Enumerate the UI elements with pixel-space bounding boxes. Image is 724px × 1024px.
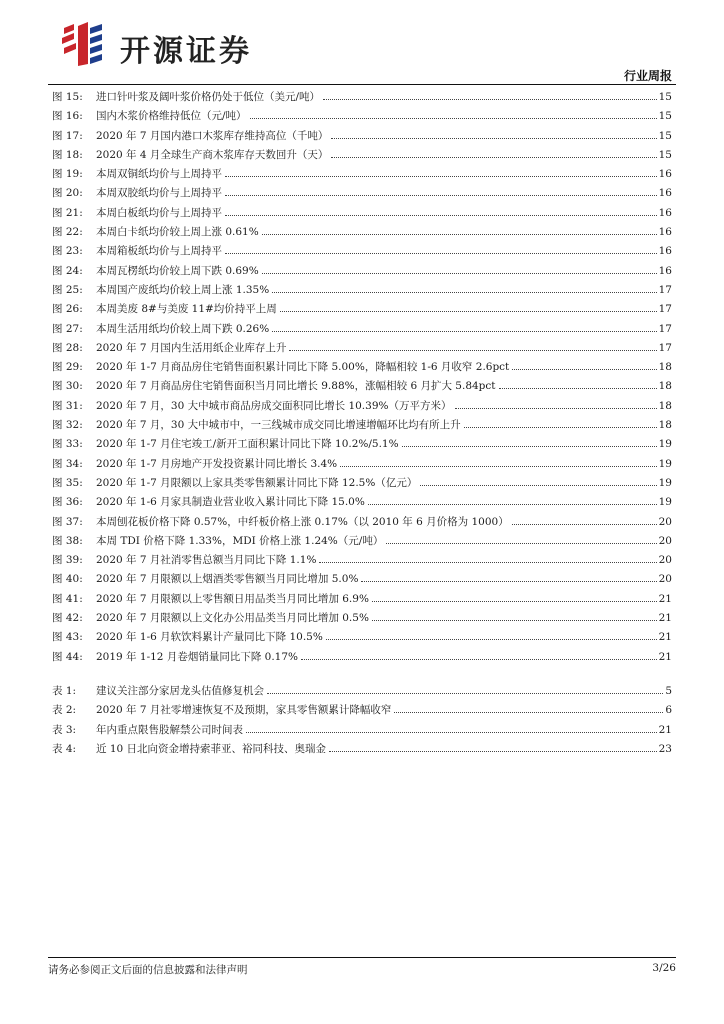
entry-title: 建议关注部分家居龙头估值修复机会	[96, 685, 264, 697]
dot-leader	[386, 543, 656, 544]
dot-leader	[262, 273, 657, 274]
dot-leader	[368, 504, 657, 505]
figure-index-row[interactable]	[52, 378, 672, 397]
dot-leader	[329, 751, 657, 752]
dot-leader	[340, 466, 656, 467]
company-name: 开源证券	[120, 34, 252, 69]
entry-number: 图 36:	[52, 496, 83, 509]
figure-index-row[interactable]	[52, 243, 672, 262]
entry-page: 19	[658, 496, 672, 509]
entry-title: 近 10 日北向资金增持索菲亚、裕同科技、奥瑞金	[96, 742, 327, 755]
dot-leader	[280, 311, 657, 312]
entry-number: 图 29:	[52, 361, 83, 374]
dot-leader	[225, 215, 657, 216]
entry-page: 16	[658, 264, 672, 277]
entry-page: 21	[658, 723, 672, 736]
entry-number: 图 44:	[52, 650, 83, 663]
entry-title: 2020 年 7 月社消零售总额当月同比下降 1.1%	[96, 554, 317, 567]
figure-index-row[interactable]	[52, 359, 672, 378]
dot-leader	[372, 601, 657, 602]
entry-number: 图 17:	[52, 129, 83, 142]
figure-index-row[interactable]	[52, 417, 672, 436]
entry-number: 图 22:	[52, 226, 83, 239]
figure-index-row[interactable]	[52, 128, 672, 147]
entry-number: 图 24:	[52, 264, 83, 277]
header-divider	[48, 84, 676, 85]
figure-index-row[interactable]	[52, 552, 672, 571]
entry-page: 21	[658, 592, 672, 605]
entry-title: 本周白卡纸均价较上周上涨 0.61%	[96, 226, 259, 239]
figure-index-row[interactable]	[52, 108, 672, 127]
entry-page: 18	[658, 399, 672, 412]
figure-index-row[interactable]	[52, 436, 672, 455]
page-number: 3/26	[652, 962, 676, 974]
figure-index-row[interactable]	[52, 340, 672, 359]
entry-title: 本周美废 8#与美废 11#均价持平上周	[96, 303, 277, 316]
company-logo	[58, 20, 318, 70]
entry-title: 2020 年 1-7 月商品房住宅销售面积累计同比下降 5.00%，降幅相较 1-6 月收窄 2.6pct	[96, 361, 510, 374]
figure-index-row[interactable]	[52, 475, 672, 494]
figure-index-row[interactable]	[52, 185, 672, 204]
entry-number: 图 19:	[52, 168, 83, 181]
dot-leader	[361, 581, 656, 582]
entry-page: 17	[658, 303, 672, 316]
entry-title: 国内木浆价格维持低位（元/吨）	[96, 110, 247, 123]
entry-page: 17	[658, 322, 672, 335]
entry-page: 6	[665, 704, 672, 717]
entry-page: 15	[658, 148, 672, 161]
figure-index-row[interactable]	[52, 205, 672, 224]
entry-number: 图 28:	[52, 341, 83, 354]
entry-number: 图 34:	[52, 457, 83, 470]
dot-leader	[267, 693, 663, 694]
entry-number: 图 25:	[52, 283, 83, 296]
entry-page: 20	[658, 534, 672, 547]
entry-page: 17	[658, 341, 672, 354]
entry-page: 20	[658, 573, 672, 586]
entry-page: 21	[658, 612, 672, 625]
entry-number: 表 1:	[52, 685, 77, 697]
entry-number: 图 15:	[52, 91, 83, 103]
entry-title: 进口针叶浆及阔叶浆价格仍处于低位（美元/吨）	[96, 91, 321, 103]
entry-number: 图 30:	[52, 380, 83, 393]
entry-number: 图 43:	[52, 631, 83, 644]
figure-index-row[interactable]	[52, 649, 672, 668]
figure-index-list	[52, 89, 672, 668]
entry-title: 2020 年 7 月社零增速恢复不及预期，家具零售额累计降幅收窄	[96, 704, 392, 717]
entry-number: 图 35:	[52, 476, 83, 489]
entry-title: 2020 年 7 月限额以上零售额日用品类当月同比增加 6.9%	[96, 592, 369, 605]
entry-title: 2020 年 7 月商品房住宅销售面积当月同比增长 9.88%，涨幅相较 6 月扩大 5.84pct	[96, 380, 496, 393]
entry-title: 本周白板纸均价与上周持平	[96, 206, 222, 219]
entry-page: 16	[658, 187, 672, 200]
entry-page: 15	[658, 91, 672, 103]
entry-number: 表 2:	[52, 704, 77, 717]
entry-page: 16	[658, 245, 672, 258]
entry-number: 图 21:	[52, 206, 83, 219]
dot-leader	[331, 157, 656, 158]
entry-page: 17	[658, 283, 672, 296]
dot-leader	[323, 99, 657, 100]
figure-index-row[interactable]	[52, 591, 672, 610]
entry-number: 图 40:	[52, 573, 83, 586]
entry-page: 15	[658, 129, 672, 142]
entry-number: 图 38:	[52, 534, 83, 547]
entry-title: 2020 年 1-6 月家具制造业营业收入累计同比下降 15.0%	[96, 496, 365, 509]
dot-leader	[455, 408, 657, 409]
figure-index-row[interactable]	[52, 166, 672, 185]
entry-page: 23	[658, 742, 672, 755]
entry-title: 2020 年 1-7 月房地产开发投资累计同比增长 3.4%	[96, 457, 338, 470]
entry-number: 图 37:	[52, 515, 83, 528]
entry-title: 2020 年 1-6 月软饮料累计产量同比下降 10.5%	[96, 631, 323, 644]
figure-index-row[interactable]	[52, 263, 672, 282]
entry-number: 图 16:	[52, 110, 83, 123]
dot-leader	[250, 118, 657, 119]
entry-page: 20	[658, 515, 672, 528]
entry-title: 本周生活用纸均价较上周下跌 0.26%	[96, 322, 270, 335]
entry-title: 2020 年 7 月限额以上文化办公用品类当月同比增加 0.5%	[96, 612, 369, 625]
table-index-row[interactable]	[52, 702, 672, 721]
dot-leader	[272, 331, 656, 332]
entry-page: 19	[658, 476, 672, 489]
entry-number: 图 20:	[52, 187, 83, 200]
figure-index-row[interactable]	[52, 629, 672, 648]
entry-title: 2020 年 7 月，30 大中城市商品房成交面积同比增长 10.39%（万平方米）	[96, 399, 452, 412]
dot-leader	[420, 485, 656, 486]
entry-page: 16	[658, 226, 672, 239]
entry-title: 本周 TDI 价格下降 1.33%，MDI 价格上涨 1.24%（元/吨）	[96, 534, 384, 547]
table-index-row[interactable]	[52, 722, 672, 741]
table-index-row[interactable]	[52, 683, 672, 702]
entry-number: 图 18:	[52, 148, 83, 161]
entry-page: 18	[658, 380, 672, 393]
entry-title: 2020 年 4 月全球生产商木浆库存天数回升（天）	[96, 148, 329, 161]
entry-number: 表 4:	[52, 742, 77, 755]
entry-page: 19	[658, 438, 672, 451]
figure-index-row[interactable]	[52, 321, 672, 340]
dot-leader	[262, 234, 657, 235]
dot-leader	[319, 562, 656, 563]
table-index-row[interactable]	[52, 741, 672, 760]
dot-leader	[272, 292, 656, 293]
report-type-label: 行业周报	[623, 69, 672, 83]
dot-leader	[331, 138, 656, 139]
figure-index-row[interactable]	[52, 533, 672, 552]
entry-page: 15	[658, 110, 672, 123]
dot-leader	[289, 350, 656, 351]
page-header	[48, 18, 676, 88]
entry-page: 21	[658, 631, 672, 644]
entry-title: 本周箱板纸均价与上周持平	[96, 245, 222, 258]
footer-disclaimer: 请务必参阅正文后面的信息披露和法律声明	[48, 964, 248, 976]
entry-title: 2020 年 1-7 月住宅竣工/新开工面积累计同比下降 10.2%/5.1%	[96, 438, 399, 451]
figure-index-row[interactable]	[52, 147, 672, 166]
dot-leader	[464, 427, 657, 428]
figure-index-row[interactable]	[52, 571, 672, 590]
entry-number: 图 41:	[52, 592, 83, 605]
dot-leader	[394, 712, 663, 713]
figure-index-row[interactable]	[52, 301, 672, 320]
figure-index-row[interactable]	[52, 610, 672, 629]
entry-page: 19	[658, 457, 672, 470]
figure-index-row[interactable]	[52, 282, 672, 301]
kaiyuan-logo-icon	[58, 20, 106, 68]
entry-number: 图 31:	[52, 399, 83, 412]
entry-page: 18	[658, 361, 672, 374]
dot-leader	[301, 659, 657, 660]
entry-title: 本周刨花板价格下降 0.57%，中纤板价格上涨 0.17%（以 2010 年 6 月价格为 1000）	[96, 515, 509, 528]
entry-number: 图 23:	[52, 245, 83, 258]
dot-leader	[499, 388, 657, 389]
entry-title: 本周国产废纸均价较上周上涨 1.35%	[96, 283, 270, 296]
dot-leader	[326, 639, 657, 640]
entry-number: 图 39:	[52, 554, 83, 567]
entry-number: 表 3:	[52, 723, 77, 736]
dot-leader	[402, 446, 657, 447]
dot-leader	[512, 369, 656, 370]
entry-page: 16	[658, 206, 672, 219]
figure-index-row[interactable]	[52, 224, 672, 243]
entry-title: 2020 年 1-7 月限额以上家具类零售额累计同比下降 12.5%（亿元）	[96, 476, 418, 489]
figure-index-row[interactable]	[52, 89, 672, 108]
entry-title: 年内重点限售股解禁公司时间表	[96, 723, 243, 736]
dot-leader	[372, 620, 657, 621]
dot-leader	[225, 176, 657, 177]
footer-divider	[48, 957, 676, 958]
entry-number: 图 42:	[52, 612, 83, 625]
entry-page: 16	[658, 168, 672, 181]
figure-index-row[interactable]	[52, 456, 672, 475]
figure-index-row[interactable]	[52, 398, 672, 417]
entry-title: 2019 年 1-12 月卷烟销量同比下降 0.17%	[96, 650, 299, 663]
figure-index-row[interactable]	[52, 494, 672, 513]
entry-page: 5	[665, 685, 672, 697]
entry-page: 21	[658, 650, 672, 663]
dot-leader	[225, 195, 657, 196]
entry-page: 20	[658, 554, 672, 567]
dot-leader	[225, 253, 657, 254]
table-index-list	[52, 683, 672, 760]
entry-number: 图 32:	[52, 419, 83, 432]
entry-page: 18	[658, 419, 672, 432]
entry-title: 本周双铜纸均价与上周持平	[96, 168, 222, 181]
dot-leader	[246, 732, 657, 733]
entry-title: 2020 年 7 月，30 大中城市中，一三线城市成交同比增速增幅环比均有所上升	[96, 419, 461, 432]
figure-index-row[interactable]	[52, 514, 672, 533]
entry-title: 2020 年 7 月限额以上烟酒类零售额当月同比增加 5.0%	[96, 573, 359, 586]
entry-title: 本周瓦楞纸均价较上周下跌 0.69%	[96, 264, 259, 277]
entry-number: 图 33:	[52, 438, 83, 451]
entry-number: 图 26:	[52, 303, 83, 316]
dot-leader	[512, 524, 657, 525]
entry-title: 本周双胶纸均价与上周持平	[96, 187, 222, 200]
entry-title: 2020 年 7 月国内生活用纸企业库存上升	[96, 341, 287, 354]
entry-number: 图 27:	[52, 322, 83, 335]
entry-title: 2020 年 7 月国内港口木浆库存维持高位（千吨）	[96, 129, 329, 142]
